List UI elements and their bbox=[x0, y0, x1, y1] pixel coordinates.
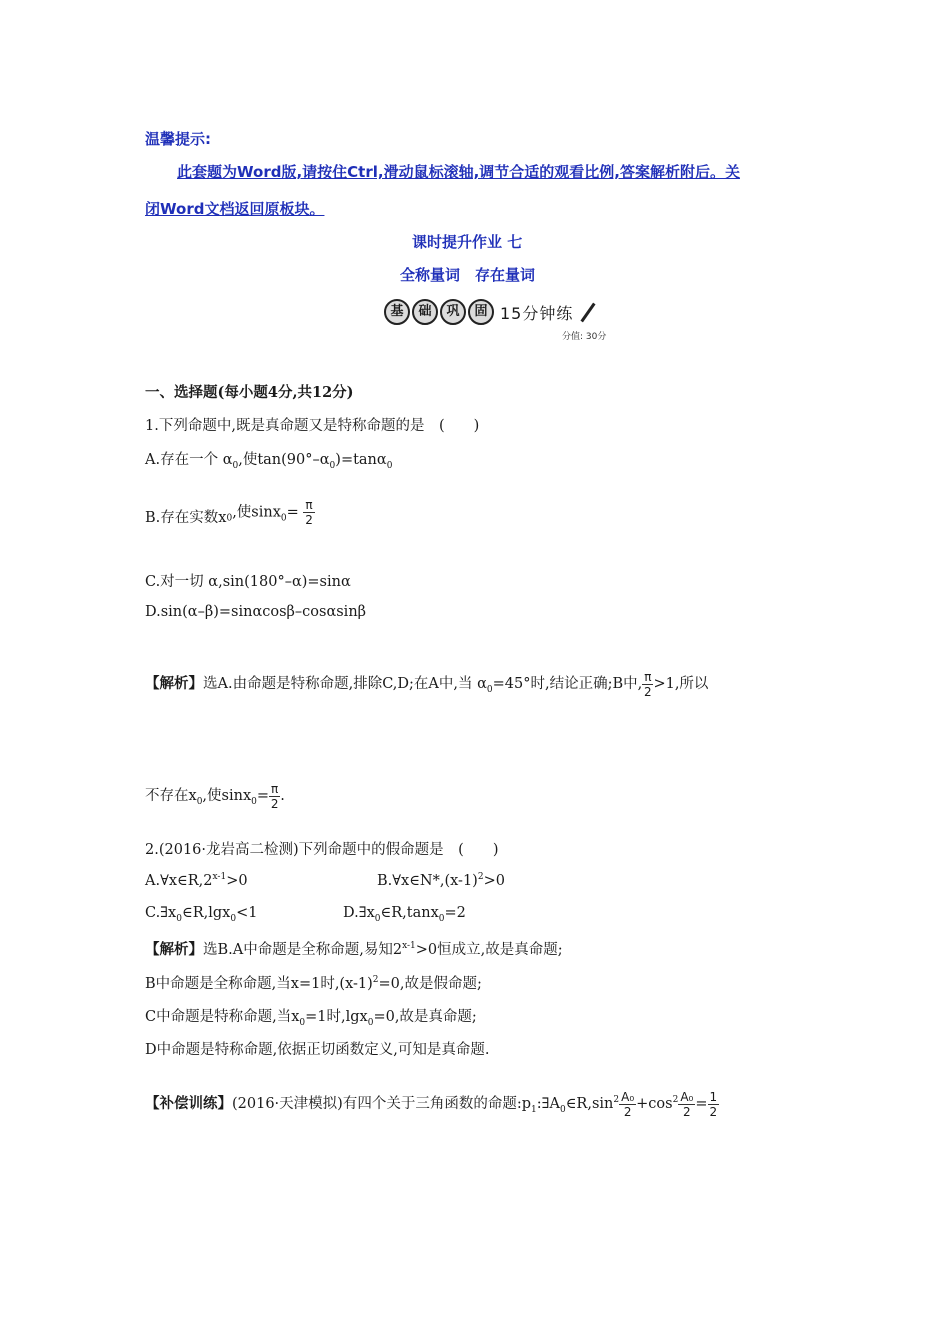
badge-duration: 15分钟练 bbox=[500, 303, 574, 323]
section-heading: 一、选择题(每小题4分,共12分) bbox=[145, 384, 354, 401]
q2-analysis-c: C中命题是特称命题,当$x_0=1$时,lgx$_0$=0,故是真命题; bbox=[145, 1009, 477, 1028]
fraction: $\frac{\pi}{2}$ bbox=[270, 781, 279, 811]
q1-stem: 1.下列命题中,既是真命题又是特称命题的是 ( ) bbox=[145, 418, 480, 434]
q1-analysis: 【解析】选A.由命题是特称命题,排除C,D;在A中,当 $\alpha_0=45^\circ$时,结论正确;B中, $\frac{\pi}{2}$ >1,所以 bbox=[145, 669, 709, 699]
badge-char: 固 bbox=[468, 299, 494, 325]
fraction: $\frac{\text{A₀}}{2}$ bbox=[621, 1089, 635, 1119]
tip-line2-link[interactable]: 闭Word文档返回原板块。 bbox=[145, 200, 325, 218]
q1-option-b: B.存在实数$x_0$,使sinx$_0$= $\frac{\pi}{2}$ bbox=[145, 498, 313, 527]
badge-char: 础 bbox=[412, 299, 438, 325]
page-title: 课时提升作业 七 bbox=[412, 233, 523, 251]
q2-stem: 2.(2016·龙岩高二检测)下列命题中的假命题是 ( ) bbox=[145, 842, 499, 858]
score-label: 分值: 30分 bbox=[562, 332, 607, 342]
analysis-label: 【解析】 bbox=[145, 675, 203, 692]
q2-option-a: $A.\forall x\in R,2^{x-1}>0$ bbox=[145, 872, 248, 889]
supplement-label: 【补偿训练】 bbox=[145, 1095, 232, 1112]
fraction: $\frac{1}{2}$ bbox=[709, 1089, 718, 1119]
q2-analysis-d: D中命题是特称命题,依据正切函数定义,可知是真命题. bbox=[145, 1042, 490, 1058]
q2-analysis: 【解析】选B.A中命题是全称命题,易知$2^{x-1}>0$恒成立,故是真命题; bbox=[145, 941, 563, 958]
q2-option-d: $D.\exists x_0\in R,\tan x_0=2$ bbox=[343, 905, 466, 924]
q2-option-b: $B.\forall x\in N*,(x-1)^2>0$ bbox=[377, 872, 505, 889]
badge-char: 基 bbox=[384, 299, 410, 325]
fraction: $\frac{\pi}{2}$ bbox=[644, 669, 652, 699]
practice-badge bbox=[384, 299, 599, 325]
fraction: $\frac{\text{A₀}}{2}$ bbox=[680, 1089, 694, 1119]
q2-analysis-b: B中命题是全称命题,当x=1时$,(x-1)^2=0$,故是假命题; bbox=[145, 975, 482, 992]
pen-icon bbox=[581, 302, 596, 322]
q1-option-d: D.sin(α–β)=sinαcosβ–cosαsinβ bbox=[145, 604, 367, 620]
q1-option-a: A.存在一个 $\alpha_0$,使$\tan(90^\circ-\alpha_0)=\tan\alpha_0$ bbox=[145, 452, 393, 471]
analysis-label: 【解析】 bbox=[145, 941, 203, 958]
q1-analysis-cont: 不存在$x_0$,使sinx$_0$= $\frac{\pi}{2}$ . bbox=[145, 781, 285, 811]
page-subtitle: 全称量词 存在量词 bbox=[400, 266, 536, 284]
q1-option-c: C.对一切 α,sin(180°–α)=sinα bbox=[145, 574, 351, 590]
q2-option-c: $C.\exists x_0\in R,\lg x_0<1$ bbox=[145, 905, 258, 924]
tip-line1-link[interactable]: 此套题为Word版,请按住Ctrl,滑动鼠标滚轴,调节合适的观看比例,答案解析附后。关 bbox=[177, 163, 740, 181]
supplement-training: 【补偿训练】(2016·天津模拟)有四个关于三角函数的命题$:p_1:\exists A_0\in R,\sin^2$ $\frac{\text{A₀}}{2}$ $+\cos^2$ $\frac{\text{A₀}}{2}$ = $\frac{1}{2}$ bbox=[145, 1089, 718, 1119]
badge-char: 巩 bbox=[440, 299, 466, 325]
tip-heading: 温馨提示: bbox=[145, 130, 211, 148]
fraction: $\frac{\pi}{2}$ bbox=[305, 498, 313, 527]
